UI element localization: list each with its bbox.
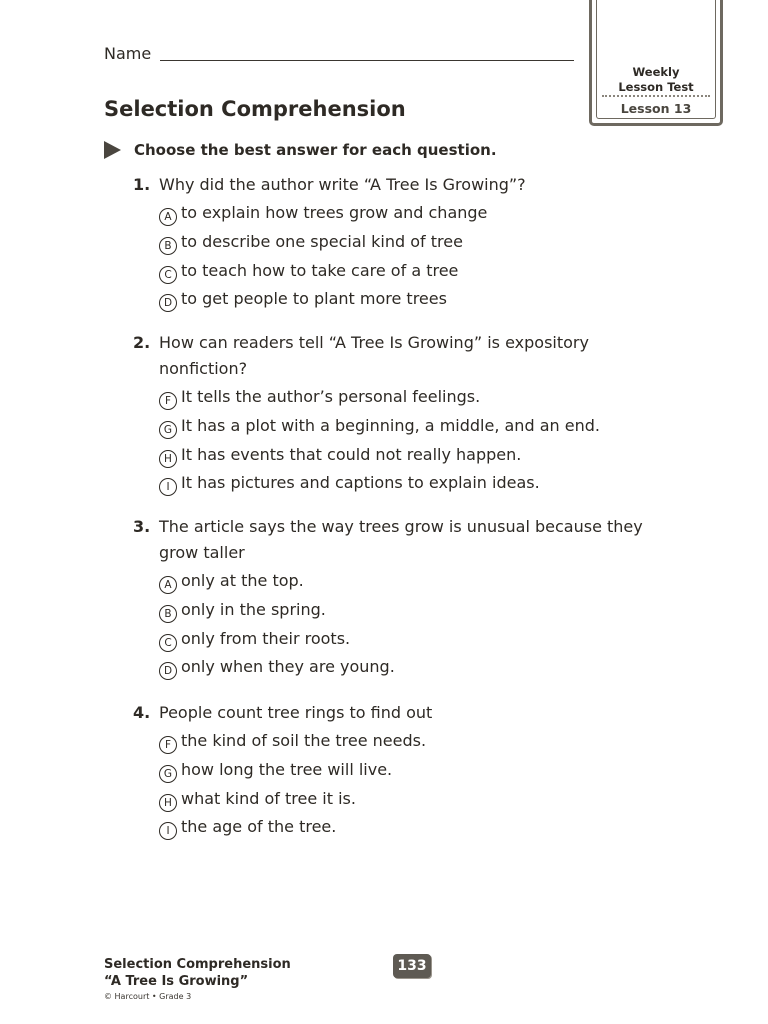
answer-bubble[interactable]: H [159, 794, 177, 812]
answer-option[interactable] [159, 412, 653, 441]
page-number: 133 [393, 954, 431, 978]
question-stem: How can readers tell “A Tree Is Growing” is expository nonfiction? [159, 333, 589, 378]
answer-text: only at the top. [181, 571, 304, 590]
answer-option[interactable] [159, 285, 653, 314]
answer-option[interactable] [159, 813, 653, 842]
answer-option[interactable] [159, 383, 653, 412]
answer-option[interactable] [159, 228, 653, 257]
answer-option[interactable] [159, 441, 653, 470]
badge-lesson: Lesson 13 [620, 101, 692, 116]
arrow-icon [104, 141, 121, 159]
answer-bubble[interactable]: G [159, 765, 177, 783]
answer-text: only from their roots. [181, 628, 351, 648]
name-line [160, 60, 574, 61]
answer-bubble[interactable]: D [159, 294, 177, 312]
question-3 [133, 514, 653, 682]
answer-bubble[interactable]: B [159, 605, 177, 623]
badge-title [592, 65, 720, 95]
answer-bubble[interactable]: B [159, 237, 177, 255]
answer-text: what kind of tree it is. [181, 788, 356, 808]
answer-text: It has events that could not really happen. [181, 444, 522, 464]
footer-title [104, 956, 291, 990]
answer-text: to describe one special kind of tree [181, 231, 463, 251]
answer-bubble[interactable]: A [159, 208, 177, 226]
lesson-badge [589, 0, 723, 126]
answer-bubble[interactable]: D [159, 662, 177, 680]
answer-text: to teach how to take care of a tree [181, 260, 459, 280]
answer-text: the kind of soil the tree needs. [181, 731, 427, 750]
question-number: 4. [133, 703, 151, 722]
answer-text: to get people to plant more trees [181, 289, 447, 309]
answer-option[interactable] [159, 727, 653, 756]
question-4 [133, 700, 653, 842]
answer-option[interactable] [159, 257, 653, 286]
question-stem: The article says the way trees grow is unusual because they grow taller [159, 517, 643, 562]
copyright: © Harcourt • Grade 3 [104, 992, 192, 1001]
answer-text: only in the spring. [181, 599, 326, 619]
instructions: Choose the best answer for each question. [134, 141, 497, 159]
answer-text: It has a plot with a beginning, a middle, and an end. [181, 415, 600, 435]
answer-text: how long the tree will live. [181, 759, 393, 779]
answer-text: to explain how trees grow and change [181, 203, 488, 222]
answer-text: It has pictures and captions to explain ideas. [181, 473, 540, 493]
answer-bubble[interactable]: G [159, 421, 177, 439]
answer-bubble[interactable]: F [159, 392, 177, 410]
answer-option[interactable] [159, 199, 653, 228]
badge-divider [602, 95, 710, 97]
badge-line1: Weekly [632, 65, 680, 79]
answer-option[interactable] [159, 756, 653, 785]
question-number: 1. [133, 175, 151, 194]
name-label: Name [104, 44, 152, 63]
answer-bubble[interactable]: I [159, 822, 177, 840]
answer-option[interactable] [159, 469, 653, 498]
answer-bubble[interactable]: C [159, 266, 177, 284]
answer-option[interactable] [159, 785, 653, 814]
answer-option[interactable] [159, 625, 653, 654]
page-title: Selection Comprehension [104, 97, 406, 121]
answer-bubble[interactable]: H [159, 450, 177, 468]
answer-text: the age of the tree. [181, 817, 337, 837]
question-number: 3. [133, 517, 151, 536]
answer-option[interactable] [159, 596, 653, 625]
answer-bubble[interactable]: C [159, 634, 177, 652]
answer-bubble[interactable]: F [159, 736, 177, 754]
question-stem: Why did the author write “A Tree Is Growing”? [159, 175, 526, 194]
answer-option[interactable] [159, 653, 653, 682]
question-number: 2. [133, 333, 151, 352]
answer-text: It tells the author’s personal feelings. [181, 387, 481, 406]
answer-text: only when they are young. [181, 657, 395, 677]
question-1 [133, 172, 653, 314]
badge-line2: Lesson Test [618, 80, 694, 94]
question-2 [133, 330, 653, 498]
footer-line1: Selection Comprehension [104, 957, 291, 972]
answer-bubble[interactable]: A [159, 576, 177, 594]
question-stem: People count tree rings to find out [159, 703, 433, 722]
answer-bubble[interactable]: I [159, 478, 177, 496]
answer-option[interactable] [159, 567, 653, 596]
footer-line2: “A Tree Is Growing” [104, 974, 249, 989]
